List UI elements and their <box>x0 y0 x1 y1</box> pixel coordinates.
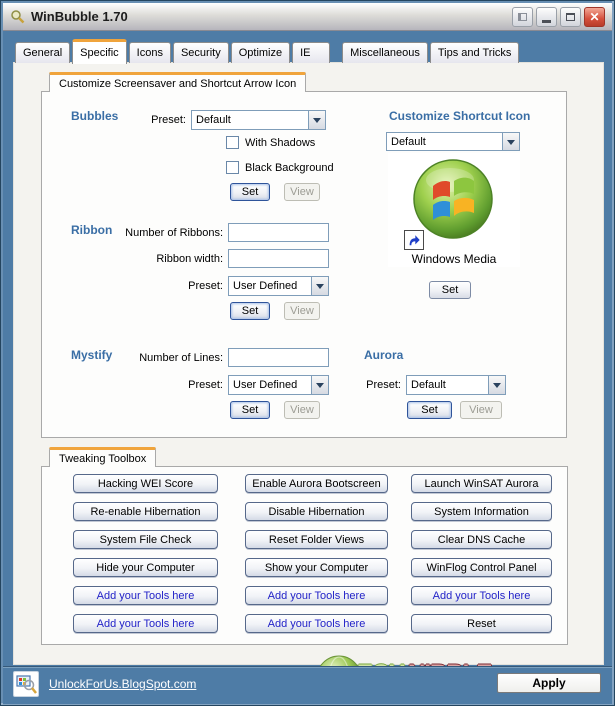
mystify-preset-value: User Defined <box>233 379 298 391</box>
shortcut-arrow-icon <box>404 230 424 250</box>
screensaver-group-tab <box>49 72 306 92</box>
bubbles-view-button[interactable]: View <box>284 183 320 201</box>
tab-label: Tips and Tricks <box>437 47 512 59</box>
tab-strip <box>15 38 521 63</box>
ribbon-preset-value: User Defined <box>233 280 298 292</box>
chevron-down-icon <box>311 376 328 394</box>
unlockforus-logo-icon <box>13 671 39 697</box>
number-of-ribbons-label: Number of Ribbons: <box>125 227 223 239</box>
reset-button[interactable]: Reset <box>411 614 552 633</box>
clear-dns-cache-button[interactable]: Clear DNS Cache <box>411 530 552 549</box>
aurora-heading: Aurora <box>364 348 404 362</box>
mystify-heading: Mystify <box>71 348 113 362</box>
tab-label: Security <box>180 47 221 59</box>
aurora-set-button[interactable]: Set <box>407 401 452 419</box>
system-information-button[interactable]: System Information <box>411 502 552 521</box>
shortcut-icon-set-button[interactable]: Set <box>429 281 471 299</box>
bubbles-set-button[interactable]: Set <box>230 183 270 201</box>
number-of-ribbons-input[interactable] <box>228 223 329 242</box>
ribbon-preset-label: Preset: <box>188 280 223 292</box>
mystify-set-button[interactable]: Set <box>230 401 270 419</box>
add-tools-button-5[interactable]: Add your Tools here <box>245 614 388 633</box>
shortcut-icon-preset-value: Default <box>391 135 426 148</box>
black-background-label: Black Background <box>245 162 334 174</box>
aurora-view-button[interactable]: View <box>460 401 502 419</box>
aurora-preset-value: Default <box>411 379 446 391</box>
reset-folder-views-button[interactable]: Reset Folder Views <box>245 530 388 549</box>
app-icon <box>10 9 25 24</box>
unlockforus-link[interactable]: UnlockForUs.BlogSpot.com <box>49 677 197 691</box>
tab-optimize[interactable] <box>231 42 290 63</box>
footer-bar <box>3 666 612 704</box>
close-button[interactable] <box>584 7 605 27</box>
tab-miscellaneous[interactable] <box>342 42 428 63</box>
window-extra-icon <box>518 13 527 21</box>
shortcut-icon-caption: Windows Media <box>411 252 497 266</box>
add-tools-button-3[interactable]: Add your Tools here <box>411 586 552 605</box>
with-shadows-checkbox[interactable] <box>226 136 239 149</box>
tab-label: Icons <box>136 47 163 59</box>
toolbox-group-tab <box>49 447 156 467</box>
bubbles-preset-combobox[interactable] <box>191 110 326 130</box>
chevron-down-icon <box>311 277 328 295</box>
toolbox-group-title: Tweaking Toolbox <box>59 452 147 465</box>
disable-hibernation-button[interactable]: Disable Hibernation <box>245 502 388 521</box>
tab-tips-and-tricks[interactable] <box>430 42 520 63</box>
re-enable-hibernation-button[interactable]: Re-enable Hibernation <box>73 502 218 521</box>
black-background-checkbox[interactable] <box>226 161 239 174</box>
minimize-button[interactable] <box>536 7 557 27</box>
tab-general[interactable] <box>15 42 70 63</box>
with-shadows-label: With Shadows <box>245 137 316 149</box>
ribbon-heading: Ribbon <box>71 223 113 237</box>
tab-label: Optimize <box>238 47 283 59</box>
tab-specific[interactable] <box>72 39 127 64</box>
bubbles-preset-label: Preset: <box>151 114 186 126</box>
ribbon-view-button[interactable]: View <box>284 302 320 320</box>
tab-label: Miscellaneous <box>350 47 420 59</box>
tab-icons[interactable] <box>129 42 171 63</box>
launch-winsat-aurora-button[interactable]: Launch WinSAT Aurora <box>411 474 552 493</box>
ribbon-width-label: Ribbon width: <box>156 253 223 265</box>
mystify-view-button[interactable]: View <box>284 401 320 419</box>
winflog-control-panel-button[interactable]: WinFlog Control Panel <box>411 558 552 577</box>
aurora-preset-label: Preset: <box>366 379 401 391</box>
add-tools-button-1[interactable]: Add your Tools here <box>73 586 218 605</box>
number-of-lines-label: Number of Lines: <box>139 352 223 364</box>
hacking-wei-score-button[interactable]: Hacking WEI Score <box>73 474 218 493</box>
close-icon: ✕ <box>589 9 600 24</box>
chevron-down-icon <box>308 111 325 129</box>
aurora-preset-combobox[interactable] <box>406 375 506 395</box>
chevron-down-icon <box>488 376 505 394</box>
tab-label: General <box>23 47 63 59</box>
number-of-lines-input[interactable] <box>228 348 329 367</box>
tab-label: Specific <box>80 47 119 59</box>
maximize-icon <box>566 13 575 21</box>
window-extra-button[interactable] <box>512 7 533 27</box>
ribbon-preset-combobox[interactable] <box>228 276 329 296</box>
tab-ie[interactable] <box>292 42 330 63</box>
screensaver-group-title: Customize Screensaver and Shortcut Arrow Icon <box>59 77 297 90</box>
window-title: WinBubble 1.70 <box>31 9 128 24</box>
add-tools-button-4[interactable]: Add your Tools here <box>73 614 218 633</box>
ribbon-set-button[interactable]: Set <box>230 302 270 320</box>
windows-media-icon <box>412 158 494 240</box>
add-tools-button-2[interactable]: Add your Tools here <box>245 586 388 605</box>
apply-button[interactable]: Apply <box>497 673 601 693</box>
mystify-preset-label: Preset: <box>188 379 223 391</box>
window-controls <box>512 7 605 27</box>
show-your-computer-button[interactable]: Show your Computer <box>245 558 388 577</box>
mystify-preset-combobox[interactable] <box>228 375 329 395</box>
shortcut-icon-heading: Customize Shortcut Icon <box>389 109 531 123</box>
maximize-button[interactable] <box>560 7 581 27</box>
enable-aurora-bootscreen-button[interactable]: Enable Aurora Bootscreen <box>245 474 388 493</box>
bubbles-heading: Bubbles <box>71 109 119 123</box>
ribbon-width-input[interactable] <box>228 249 329 268</box>
tab-label: IE <box>300 47 311 59</box>
system-file-check-button[interactable]: System File Check <box>73 530 218 549</box>
shortcut-icon-combobox[interactable] <box>386 132 520 151</box>
chevron-down-icon <box>502 133 519 150</box>
bubbles-preset-value: Default <box>196 114 231 126</box>
title-bar <box>3 3 612 31</box>
hide-your-computer-button[interactable]: Hide your Computer <box>73 558 218 577</box>
minimize-icon <box>542 20 551 23</box>
tab-security[interactable] <box>173 42 229 63</box>
